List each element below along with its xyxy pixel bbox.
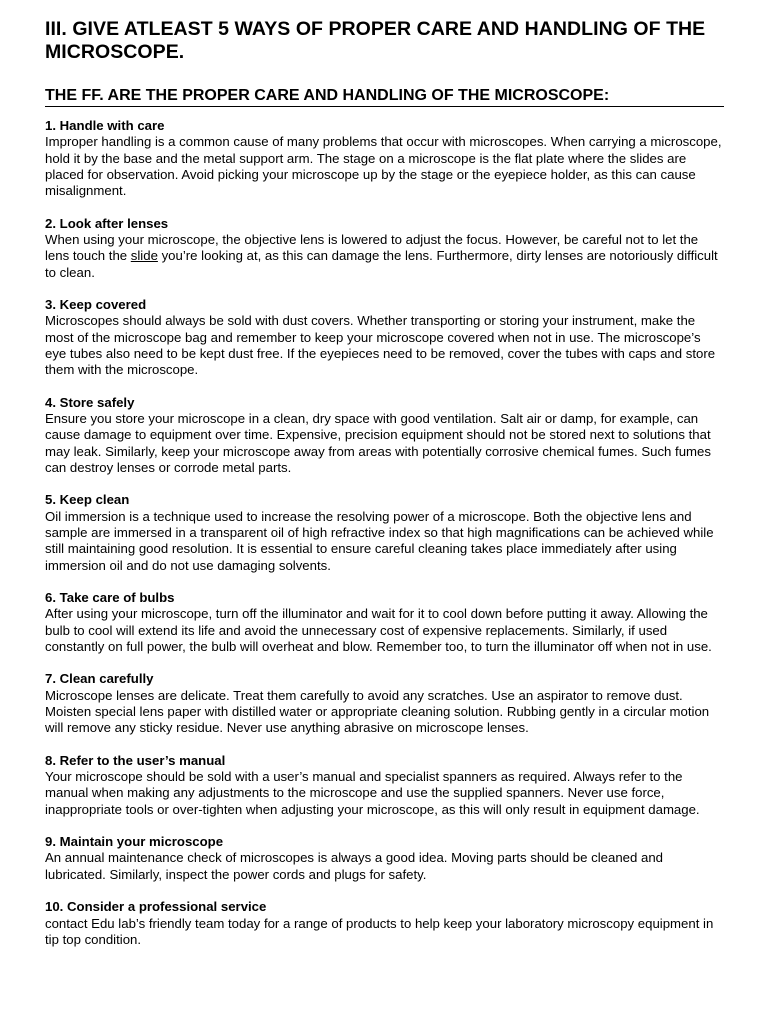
list-item: [45, 216, 724, 281]
item-body: Oil immersion is a technique used to increase the resolving power of a microscope. Both the objective lens and sample are immersed in a transparent oil of high refractive index so that high magnifications can be achieved while still maintaining good resolution. It is essential to ensure careful cleaning takes place immediately after using immersion oil and do not use damaging solvents.: [45, 508, 714, 573]
item-heading: 5. Keep clean: [45, 492, 130, 508]
section-heading: THE FF. ARE THE PROPER CARE AND HANDLING OF THE MICROSCOPE:: [45, 86, 724, 107]
care-list: [45, 118, 724, 948]
item-heading: 8. Refer to the user’s manual: [45, 752, 226, 768]
item-heading: 10. Consider a professional service: [45, 899, 267, 915]
item-heading: 3. Keep covered: [45, 297, 147, 313]
item-body: Microscopes should always be sold with dust covers. Whether transporting or storing your instrument, make the most of the microscope bag and remember to keep your microscope covered when not in use. The microscope’s eye tubes also need to be kept dust free. If the eyepieces need to be removed, cover the tubes with caps and store them with the microscope.: [45, 313, 716, 378]
item-body-text: When using your microscope, the objective lens is lowered to adjust the focus. However, be careful not to let the lens touch the: [45, 231, 699, 264]
list-item: [45, 118, 724, 199]
item-body: After using your microscope, turn off the illuminator and wait for it to cool down before putting it away. Allowing the bulb to cool will extend its life and avoid the unnecessary cost of expensive replacements. Similarly, if used constantly on full power, the bulb will overheat and blow. Remember too, to turn the illuminator off when not in use.: [45, 606, 712, 654]
list-item: [45, 492, 724, 573]
slide-link[interactable]: slide: [130, 248, 158, 264]
list-item: [45, 899, 724, 948]
item-heading: 9. Maintain your microscope: [45, 834, 224, 850]
list-item: [45, 671, 724, 736]
list-item: [45, 395, 724, 476]
item-heading: 4. Store safely: [45, 394, 135, 410]
item-heading: 1. Handle with care: [45, 118, 165, 133]
item-body: contact Edu lab’s friendly team today for a range of products to help keep your laboratory microscopy equipment in tip top condition.: [45, 915, 714, 947]
item-body: An annual maintenance check of microscopes is always a good idea. Moving parts should be cleaned and lubricated. Similarly, inspect the power cords and plugs for safety.: [45, 850, 663, 882]
item-heading: 6. Take care of bulbs: [45, 590, 175, 606]
list-item: [45, 590, 724, 655]
item-heading: 2. Look after lenses: [45, 215, 169, 231]
item-body: Your microscope should be sold with a user’s manual and specialist spanners as required. Always refer to the manual when making any adjustments to the microscope and use the supplied spanners. Never use force, inappropriate tools or over-tighten when adjusting your microscope, as this will only result in equipment damage.: [45, 769, 700, 817]
item-body: [45, 232, 724, 281]
page-title: III. GIVE ATLEAST 5 WAYS OF PROPER CARE AND HANDLING OF THE MICROSCOPE.: [45, 18, 706, 63]
list-item: [45, 753, 724, 818]
list-item: [45, 834, 724, 883]
item-body: Microscope lenses are delicate. Treat them carefully to avoid any scratches. Use an aspirator to remove dust. Moisten special lens paper with distilled water or appropriate cleaning solution. Rubbing gently in a circular motion will remove any sticky residue. Never use anything abrasive on microscope lenses.: [45, 687, 710, 736]
item-body: Improper handling is a common cause of many problems that occur with microscopes. When carrying a microscope, hold it by the base and the metal support arm. The stage on a microscope is the flat plate where the slides are placed for observation. Avoid picking your microscope up by the stage or the eyepiece holder, as this can cause misalignment.: [45, 134, 722, 199]
item-body-text: you’re looking at, as this can damage the lens. Furthermore, dirty lenses are notoriously difficult to clean.: [45, 248, 718, 280]
item-body: Ensure you store your microscope in a clean, dry space with good ventilation. Salt air or damp, for example, can cause damage to equipment over time. Expensive, precision equipment should not be stored next to solutions that may leak. Similarly, keep your microscope away from areas with potentially corrosive chemical fumes. Such fumes can destroy lenses or corrode metal parts.: [45, 411, 711, 475]
list-item: [45, 297, 724, 378]
item-heading: 7. Clean carefully: [45, 671, 154, 687]
